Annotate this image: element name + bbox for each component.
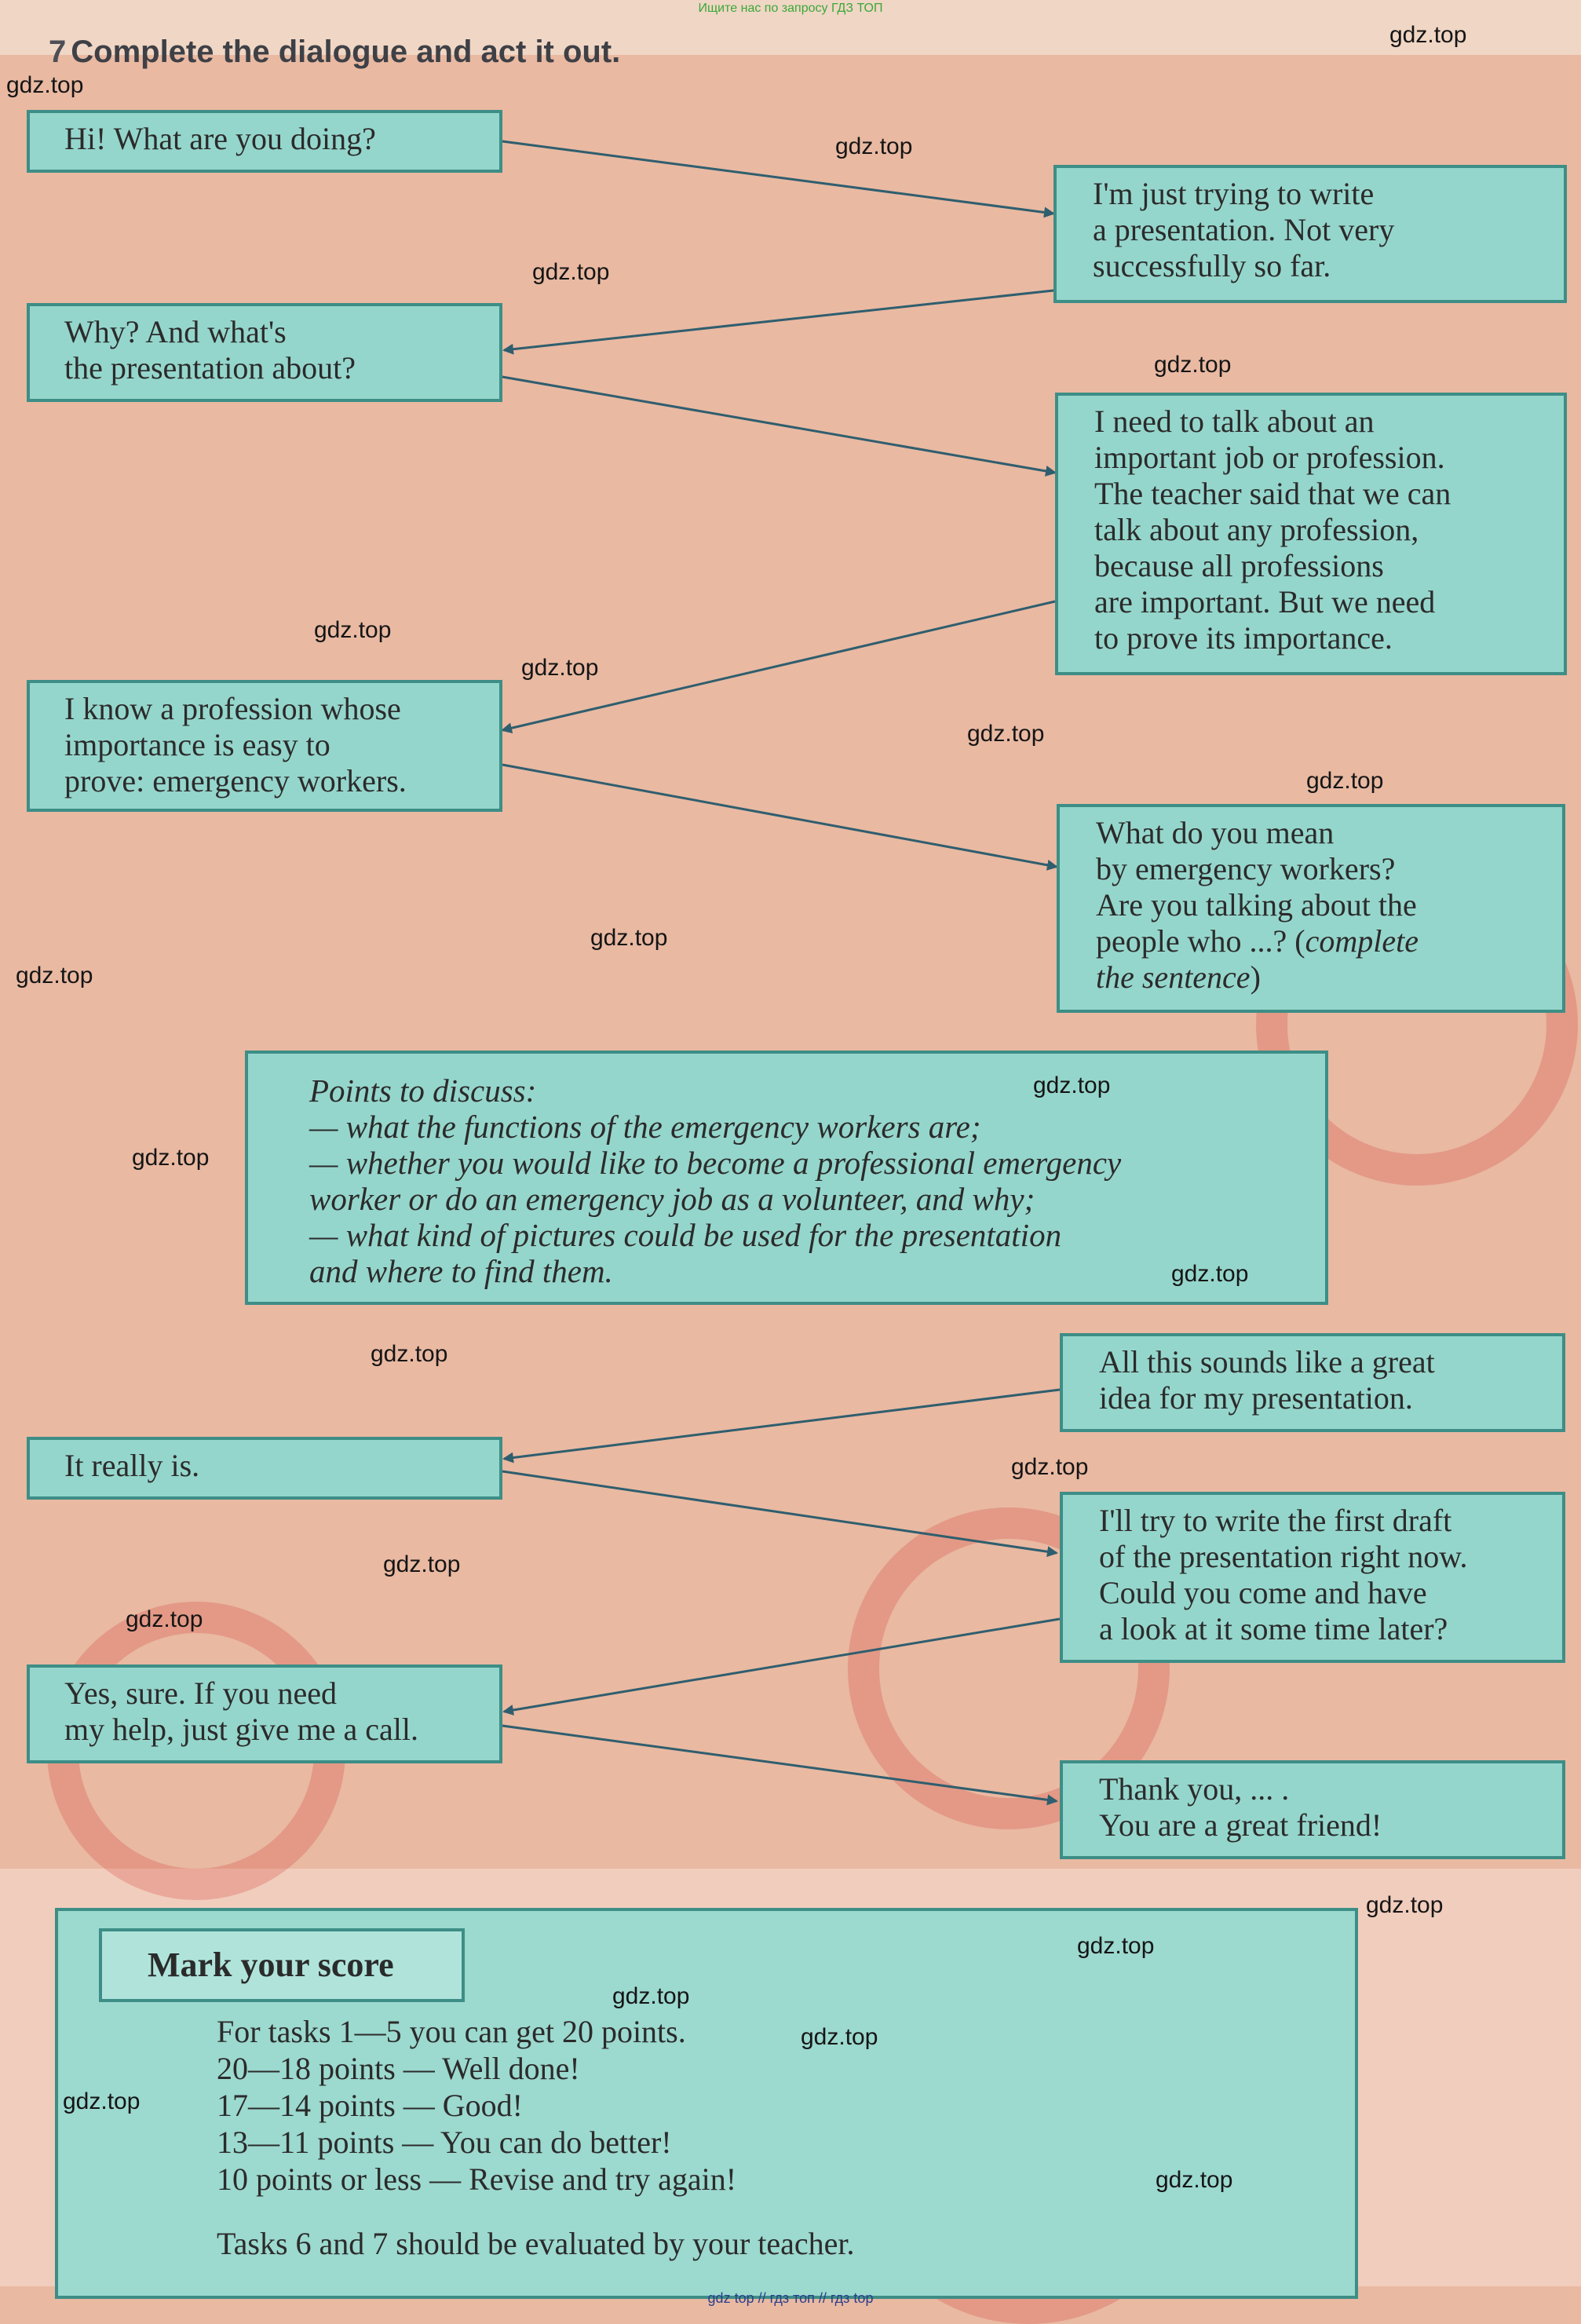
dialogue-italic-hint: complete: [1305, 923, 1419, 959]
dialogue-text: The teacher said that we can: [1094, 476, 1451, 511]
score-line: 13—11 points — You can do better!: [217, 2125, 672, 2160]
dialogue-text: Are you talking about the: [1096, 887, 1417, 923]
dialogue-line-9: [1060, 1492, 1565, 1663]
score-box: [55, 1908, 1358, 2299]
dialogue-text-part: ): [1250, 959, 1261, 995]
dialogue-text: I need to talk about an: [1094, 404, 1375, 439]
point-item: — what the functions of the emergency workers are;: [309, 1109, 981, 1145]
score-line: 20—18 points — Well done!: [217, 2051, 580, 2086]
watermark: gdz.top: [16, 963, 93, 988]
dialogue-line-7: [1060, 1333, 1565, 1432]
arrow: [502, 1471, 1057, 1553]
dialogue-line-8: [27, 1437, 502, 1500]
point-item: — whether you would like to become a professional emergency: [309, 1145, 1122, 1181]
dialogue-text: [1096, 923, 1545, 959]
arrow: [502, 1726, 1057, 1801]
dialogue-text: successfully so far.: [1093, 248, 1331, 283]
arrow: [502, 765, 1057, 867]
watermark: gdz.top: [1033, 1072, 1111, 1098]
score-line: For tasks 1—5 you can get 20 points.: [217, 2014, 686, 2049]
dialogue-text: All this sounds like a great: [1099, 1344, 1435, 1379]
dialogue-line-5: [27, 680, 502, 812]
watermark: gdz.top: [132, 1145, 210, 1171]
dialogue-text: prove: emergency workers.: [64, 763, 407, 798]
dialogue-line-4: [1055, 393, 1567, 675]
dialogue-line-1: [27, 110, 502, 173]
dialogue-text: I'm just trying to write: [1093, 176, 1375, 211]
point-item: and where to find them.: [309, 1253, 613, 1289]
arrow: [504, 1619, 1060, 1712]
dialogue-text: Yes, sure. If you need: [64, 1675, 337, 1711]
dialogue-text: [1096, 959, 1545, 996]
dialogue-text: idea for my presentation.: [1099, 1380, 1413, 1416]
watermark: gdz.top: [63, 2088, 141, 2114]
task-number: 7: [49, 35, 67, 69]
score-list: [217, 2013, 736, 2198]
dialogue-text: I know a profession whose: [64, 691, 401, 726]
watermark: gdz.top: [612, 1983, 690, 2009]
dialogue-text: the presentation about?: [64, 350, 356, 386]
dialogue-line-6: [1057, 804, 1565, 1013]
dialogue-line-10: [27, 1664, 502, 1763]
dialogue-text: a look at it some time later?: [1099, 1611, 1448, 1646]
arrow: [504, 290, 1053, 350]
dialogue-text: are important. But we need: [1094, 584, 1436, 619]
watermark: gdz.top: [1154, 352, 1232, 378]
watermark: gdz.top: [801, 2024, 878, 2050]
score-line: 10 points or less — Revise and try again!: [217, 2161, 737, 2197]
points-to-discuss-box: [245, 1051, 1328, 1305]
dialogue-text: importance is easy to: [64, 727, 330, 762]
arrow: [502, 141, 1053, 214]
watermark: gdz.top: [1366, 1892, 1444, 1918]
watermark: gdz.top: [967, 721, 1045, 747]
dialogue-text: because all professions: [1094, 548, 1384, 583]
dialogue-text: You are a great friend!: [1099, 1807, 1382, 1843]
watermark: gdz.top: [521, 655, 599, 681]
score-title: Mark your score: [99, 1928, 465, 2002]
dialogue-text: It really is.: [64, 1448, 200, 1483]
dialogue-text: Hi! What are you doing?: [64, 121, 376, 156]
watermark: gdz.top: [1011, 1454, 1089, 1480]
dialogue-line-2: [1053, 165, 1567, 303]
task-instruction: Complete the dialogue and act it out.: [71, 35, 621, 69]
watermark: gdz.top: [590, 925, 668, 951]
dialogue-text: of the presentation right now.: [1099, 1539, 1468, 1574]
arrow: [504, 1390, 1060, 1459]
dialogue-text: my help, just give me a call.: [64, 1712, 418, 1747]
dialogue-text: I'll try to write the first draft: [1099, 1503, 1452, 1538]
dialogue-italic-hint: the sentence: [1096, 959, 1251, 995]
score-note: Tasks 6 and 7 should be evaluated by your teacher.: [217, 2226, 855, 2261]
point-item: — what kind of pictures could be used for the presentation: [309, 1217, 1062, 1253]
dialogue-line-11: [1060, 1760, 1565, 1859]
dialogue-text: What do you mean: [1096, 815, 1335, 850]
watermark: gdz.top: [371, 1341, 448, 1367]
points-title: Points to discuss:: [309, 1072, 537, 1109]
dialogue-text: important job or profession.: [1094, 440, 1445, 475]
dialogue-text: Could you come and have: [1099, 1575, 1427, 1610]
dialogue-text: a presentation. Not very: [1093, 212, 1395, 247]
watermark: gdz.top: [383, 1551, 461, 1577]
watermark: gdz.top: [126, 1606, 203, 1632]
top-banner: Ищите нас по запросу ГДЗ ТОП: [698, 2, 883, 15]
dialogue-text: by emergency workers?: [1096, 851, 1396, 886]
watermark: gdz.top: [1156, 2167, 1233, 2193]
dialogue-line-3: [27, 303, 502, 402]
dialogue-text: Why? And what's: [64, 314, 287, 349]
dialogue-text: to prove its importance.: [1094, 620, 1393, 656]
watermark: gdz.top: [1171, 1261, 1249, 1287]
watermark: gdz.top: [835, 133, 913, 159]
footer: gdz top // гдз топ // гдз top: [707, 2290, 874, 2306]
watermark: gdz.top: [1077, 1933, 1155, 1959]
watermark: gdz.top: [532, 259, 610, 285]
dialogue-text: Thank you, ... .: [1099, 1771, 1290, 1807]
score-line: 17—14 points — Good!: [217, 2088, 523, 2123]
watermark: gdz.top: [6, 72, 84, 98]
point-item: worker or do an emergency job as a volunteer, and why;: [309, 1181, 1035, 1217]
watermark: gdz.top: [1389, 22, 1467, 48]
dialogue-text-part: people who ...? (: [1096, 923, 1305, 959]
arrow: [502, 377, 1055, 473]
watermark: gdz.top: [1306, 768, 1384, 794]
watermark: gdz.top: [314, 617, 392, 643]
dialogue-text: talk about any profession,: [1094, 512, 1419, 547]
